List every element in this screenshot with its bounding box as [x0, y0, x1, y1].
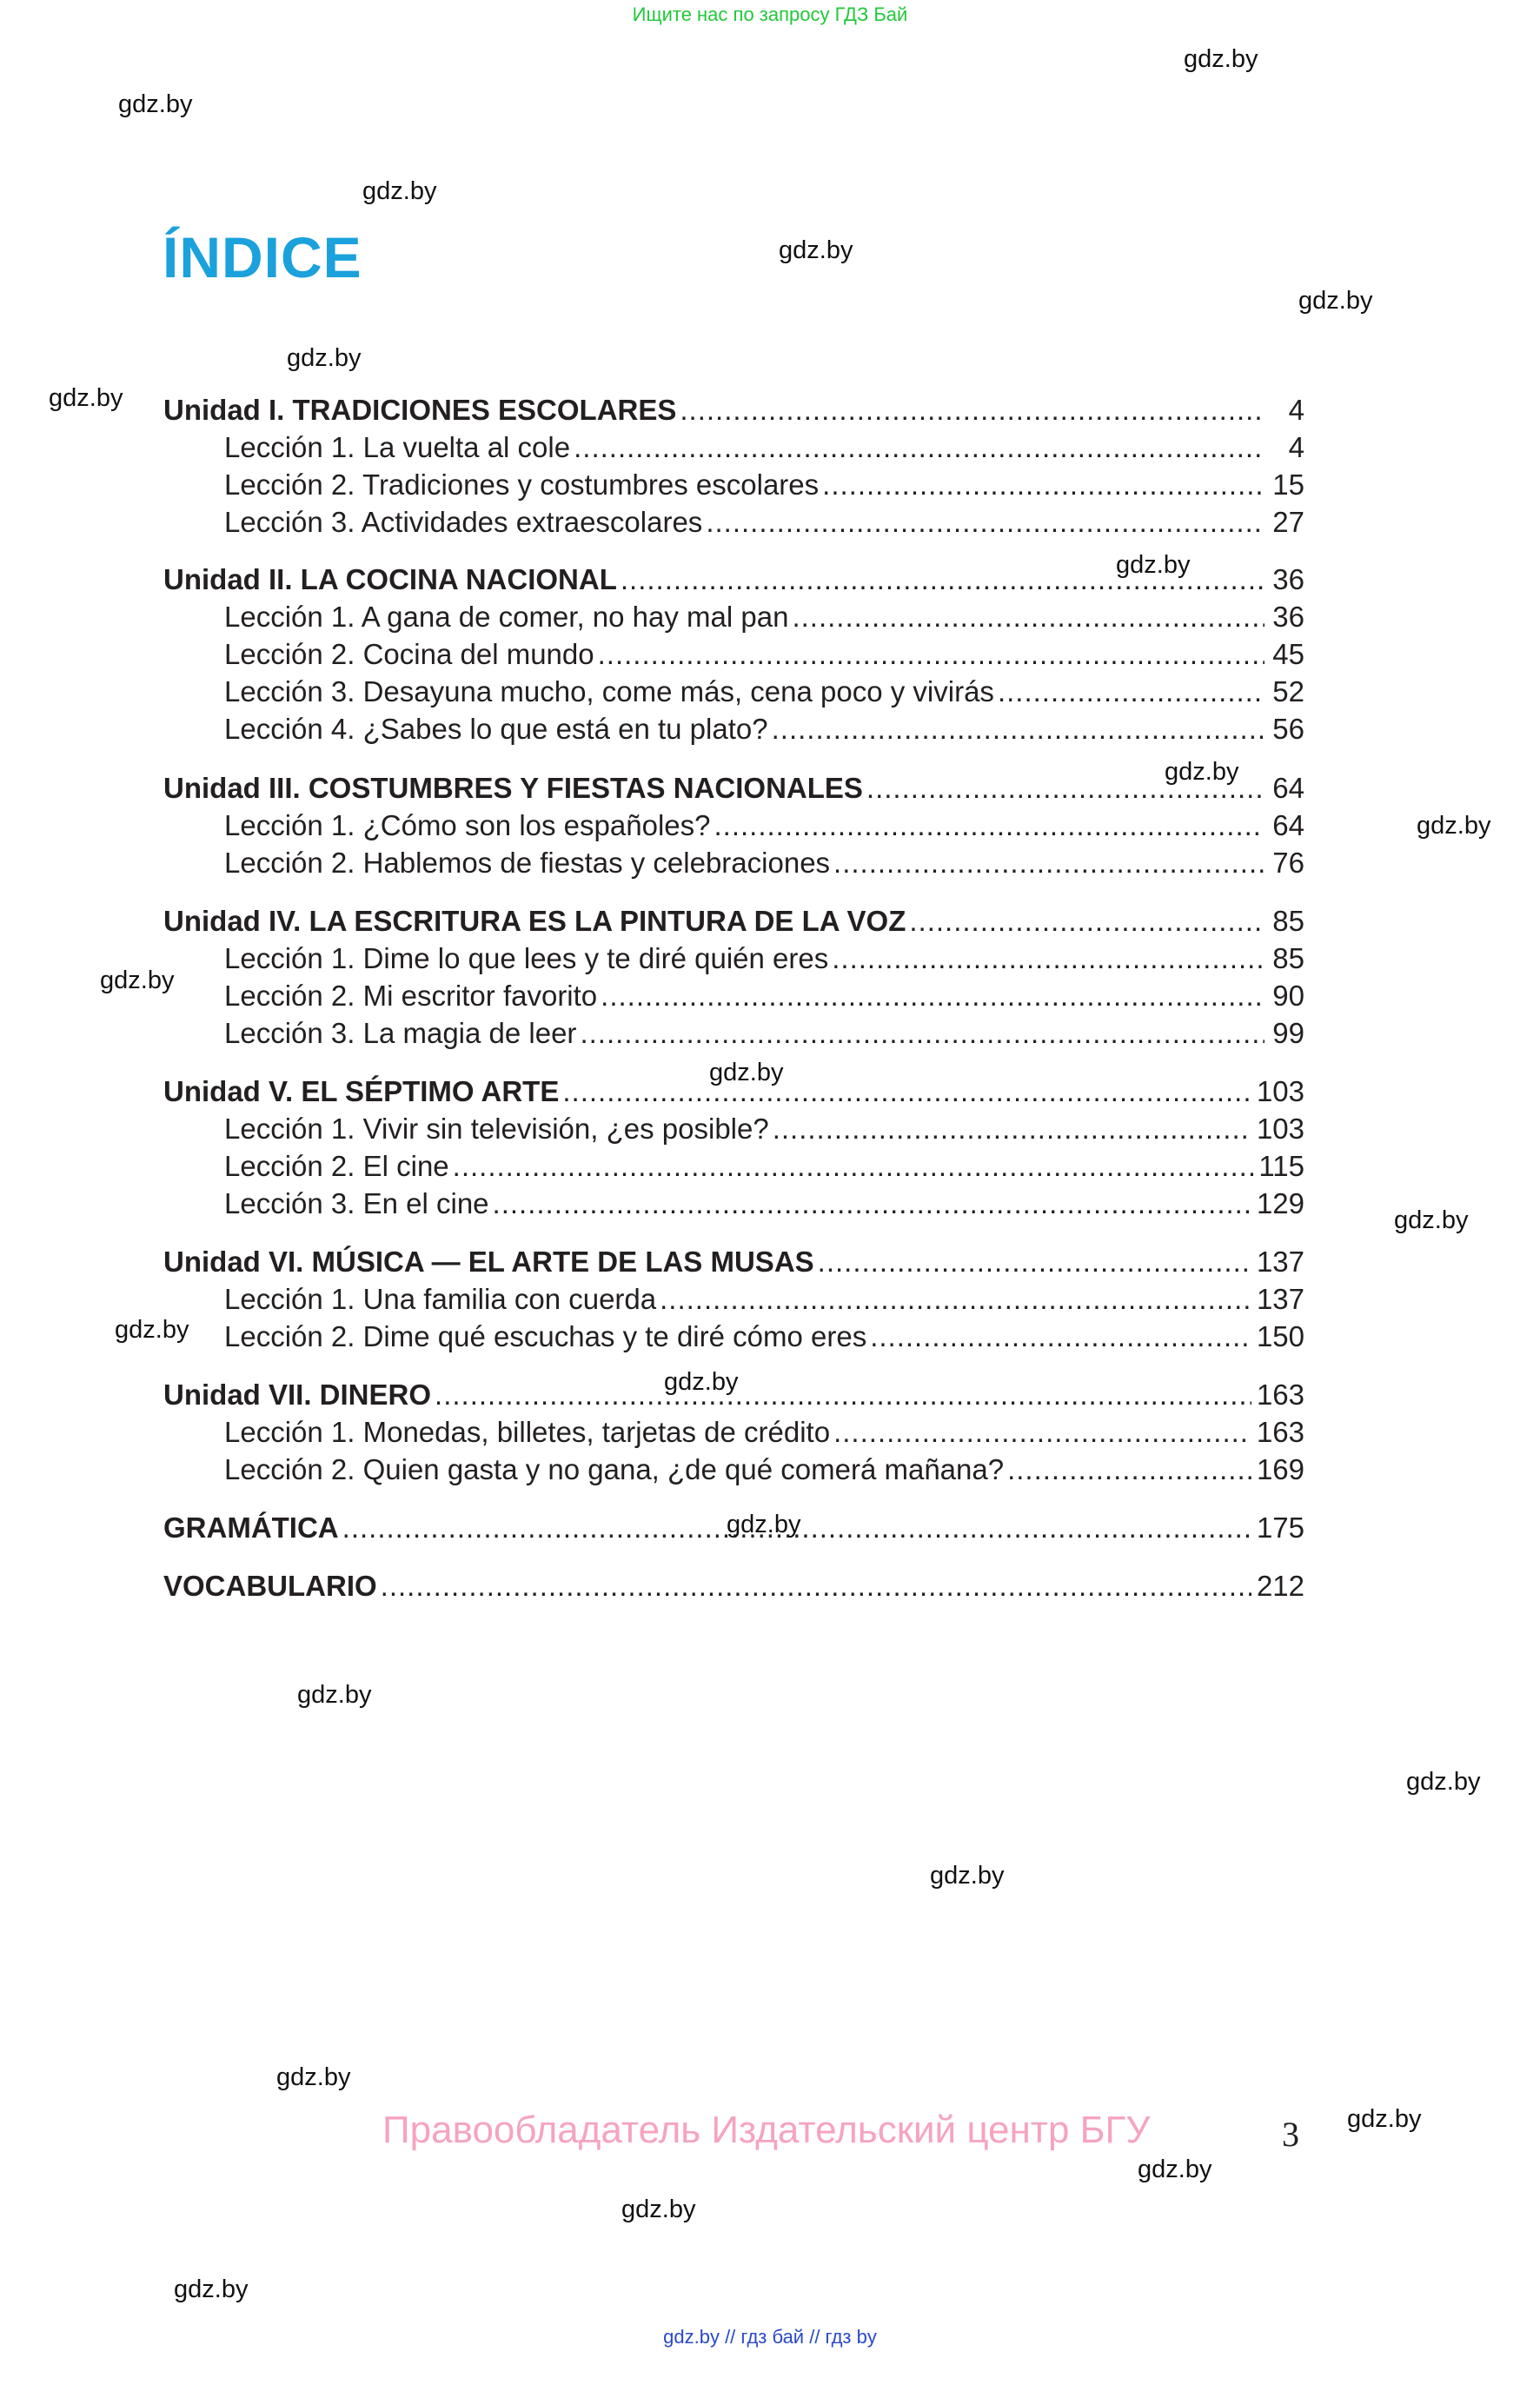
dot-leader [792, 600, 1265, 634]
toc-page: 45 [1272, 638, 1304, 670]
toc-label: Lección 3. Desayuna mucho, come más, cena poco y vivirás [224, 675, 994, 708]
dot-leader [998, 674, 1265, 709]
toc-label: Lección 1. Monedas, billetes, tarjetas de crédito [224, 1416, 831, 1448]
watermark: gdz.by [1394, 1206, 1469, 1234]
toc-lesson[interactable] [224, 674, 1304, 709]
toc-label: Unidad IV. LA ESCRITURA ES LA PINTURA DE LA VOZ [163, 905, 906, 937]
watermark: gdz.by [118, 90, 193, 118]
toc-page: 85 [1272, 942, 1304, 974]
toc-label: Lección 3. La magia de leer [224, 1017, 577, 1049]
toc-label: Unidad VII. DINERO [163, 1379, 432, 1411]
watermark: gdz.by [930, 1862, 1005, 1890]
watermark: gdz.by [362, 177, 437, 205]
watermark: gdz.by [49, 384, 123, 412]
toc-page: 56 [1272, 713, 1304, 745]
toc-label: Unidad II. LA COCINA NACIONAL [163, 563, 617, 595]
toc-lesson[interactable] [224, 1415, 1304, 1450]
watermark: gdz.by [727, 1511, 801, 1538]
watermark: gdz.by [115, 1316, 189, 1344]
toc-lesson[interactable] [224, 1319, 1304, 1354]
watermark: gdz.by [297, 1681, 372, 1709]
dot-leader [833, 1415, 1251, 1450]
toc-page: 163 [1256, 1416, 1304, 1448]
toc-label: Unidad VI. MÚSICA — EL ARTE DE LAS MUSAS [163, 1246, 814, 1278]
footer-links[interactable]: gdz.by // гдз бай // гдз by [663, 2326, 877, 2348]
toc-page: 129 [1256, 1187, 1304, 1219]
toc-lesson[interactable] [224, 1282, 1304, 1317]
toc-label: Lección 1. ¿Cómo son los españoles? [224, 809, 711, 841]
toc-page: 137 [1256, 1246, 1304, 1278]
dot-leader [680, 393, 1265, 428]
toc-page: 163 [1256, 1379, 1304, 1411]
toc-page: 103 [1256, 1113, 1304, 1145]
toc-lesson[interactable] [224, 505, 1304, 540]
toc-label: Lección 2. Hablemos de fiestas y celebraciones [224, 847, 831, 879]
toc-page: 15 [1272, 468, 1304, 501]
page-number: 3 [1282, 2115, 1299, 2154]
toc-label: Lección 2. Quien gasta y no gana, ¿de qué comerá mañana? [224, 1453, 1005, 1485]
toc-label: Unidad I. TRADICIONES ESCOLARES [163, 394, 677, 426]
toc-lesson[interactable] [224, 1186, 1304, 1221]
dot-leader [773, 1112, 1251, 1146]
dot-leader [832, 941, 1265, 976]
toc-page: 36 [1272, 563, 1304, 595]
top-banner[interactable]: Ищите нас по запросу ГДЗ Бай [632, 3, 908, 25]
toc-page: 99 [1272, 1017, 1304, 1049]
dot-leader [870, 1319, 1251, 1354]
toc-label: GRAMÁTICA [163, 1511, 339, 1544]
toc-lesson[interactable] [224, 1112, 1304, 1146]
toc-label: Lección 3. Actividades extraescolares [224, 506, 703, 538]
toc-lesson[interactable] [224, 846, 1304, 880]
toc-lesson[interactable] [224, 941, 1304, 976]
dot-leader [772, 712, 1265, 747]
toc-label: Lección 2. Mi escritor favorito [224, 980, 598, 1012]
dot-leader [714, 808, 1265, 843]
dot-leader [1007, 1452, 1251, 1487]
toc-page: 52 [1272, 675, 1304, 708]
watermark: gdz.by [1116, 551, 1191, 579]
toc-page: 76 [1272, 847, 1304, 879]
toc-label: Lección 2. Dime qué escuchas y te diré cómo eres [224, 1320, 867, 1352]
dot-leader [818, 1245, 1251, 1279]
toc-lesson[interactable] [224, 430, 1304, 465]
toc-label: Lección 4. ¿Sabes lo que está en tu plato? [224, 713, 768, 745]
watermark: gdz.by [1406, 1768, 1481, 1796]
toc-page: 103 [1256, 1075, 1304, 1107]
toc-unit-4[interactable] [163, 904, 1304, 939]
toc-lesson[interactable] [224, 600, 1304, 634]
dot-leader [574, 430, 1265, 465]
watermark: gdz.by [1184, 45, 1258, 73]
watermark: gdz.by [287, 344, 362, 372]
dot-leader [342, 1511, 1251, 1545]
watermark: gdz.by [1417, 812, 1491, 840]
dot-leader [381, 1569, 1251, 1604]
toc-label: Unidad III. COSTUMBRES Y FIESTAS NACIONALES [163, 772, 863, 804]
toc-page: 36 [1272, 601, 1304, 633]
dot-leader [580, 1016, 1265, 1051]
toc-label: Lección 1. A gana de comer, no hay mal pan [224, 601, 789, 633]
toc-lesson[interactable] [224, 979, 1304, 1013]
dot-leader [453, 1149, 1254, 1184]
watermark: gdz.by [779, 236, 853, 264]
watermark: gdz.by [100, 967, 175, 994]
dot-leader [909, 904, 1265, 939]
toc-label: Lección 2. Cocina del mundo [224, 638, 594, 670]
toc-lesson[interactable] [224, 637, 1304, 672]
toc-lesson[interactable] [224, 1452, 1304, 1487]
toc-page: 137 [1256, 1283, 1304, 1315]
toc-lesson[interactable] [224, 712, 1304, 747]
toc-lesson[interactable] [224, 1016, 1304, 1051]
dot-leader [833, 846, 1265, 880]
toc-label: Lección 3. En el cine [224, 1187, 489, 1219]
dot-leader [435, 1378, 1251, 1412]
toc-page: 212 [1256, 1570, 1304, 1602]
dot-leader [660, 1282, 1251, 1317]
toc-page: 4 [1288, 431, 1304, 463]
watermark: gdz.by [664, 1368, 739, 1396]
toc-label: Lección 1. La vuelta al cole [224, 431, 571, 463]
dot-leader [866, 771, 1265, 806]
watermark: gdz.by [276, 2063, 351, 2091]
toc-vocabulary[interactable] [163, 1569, 1304, 1604]
page-title: ÍNDICE [163, 225, 362, 289]
dot-leader [706, 505, 1265, 540]
toc-lesson[interactable] [224, 468, 1304, 502]
watermark: gdz.by [1138, 2156, 1212, 2183]
toc-grammar[interactable] [163, 1511, 1304, 1545]
dot-leader [822, 468, 1265, 502]
toc-page: 64 [1272, 772, 1304, 804]
toc-page: 90 [1272, 980, 1304, 1012]
toc-unit-7[interactable] [163, 1378, 1304, 1412]
dot-leader [601, 979, 1265, 1013]
toc-label: Lección 1. Vivir sin televisión, ¿es posible? [224, 1113, 769, 1145]
toc-page: 85 [1272, 905, 1304, 937]
toc-page: 150 [1256, 1320, 1304, 1352]
dot-leader [562, 1074, 1251, 1109]
watermark: gdz.by [174, 2275, 249, 2303]
toc-unit-5[interactable] [163, 1074, 1304, 1109]
toc-lesson[interactable] [224, 1149, 1304, 1184]
toc-page: 4 [1288, 394, 1304, 426]
watermark: gdz.by [1347, 2105, 1422, 2133]
toc-label: Unidad V. EL SÉPTIMO ARTE [163, 1075, 560, 1107]
toc-label: Lección 1. Dime lo que lees y te diré quién eres [224, 942, 829, 974]
toc-unit-6[interactable] [163, 1245, 1304, 1279]
toc-unit-1[interactable] [163, 393, 1304, 428]
dot-leader [493, 1186, 1251, 1221]
watermark: gdz.by [1298, 287, 1373, 315]
toc-page: 169 [1256, 1453, 1304, 1485]
toc-page: 115 [1258, 1150, 1304, 1182]
watermark: gdz.by [621, 2196, 696, 2223]
watermark: gdz.by [709, 1059, 784, 1086]
toc-unit-2[interactable] [163, 562, 1304, 597]
rights-notice: Правообладатель Издательский центр БГУ [382, 2109, 1151, 2151]
dot-leader [621, 562, 1265, 597]
toc-page: 175 [1256, 1511, 1304, 1544]
toc-label: Lección 2. Tradiciones y costumbres escolares [224, 468, 820, 501]
toc-label: Lección 1. Una familia con cuerda [224, 1283, 657, 1315]
toc-label: VOCABULARIO [163, 1570, 377, 1602]
toc-page: 64 [1272, 809, 1304, 841]
toc-lesson[interactable] [224, 808, 1304, 843]
dot-leader [598, 637, 1265, 672]
toc-unit-3[interactable] [163, 771, 1304, 806]
watermark: gdz.by [1165, 758, 1239, 786]
toc-page: 27 [1272, 506, 1304, 538]
toc-label: Lección 2. El cine [224, 1150, 449, 1182]
